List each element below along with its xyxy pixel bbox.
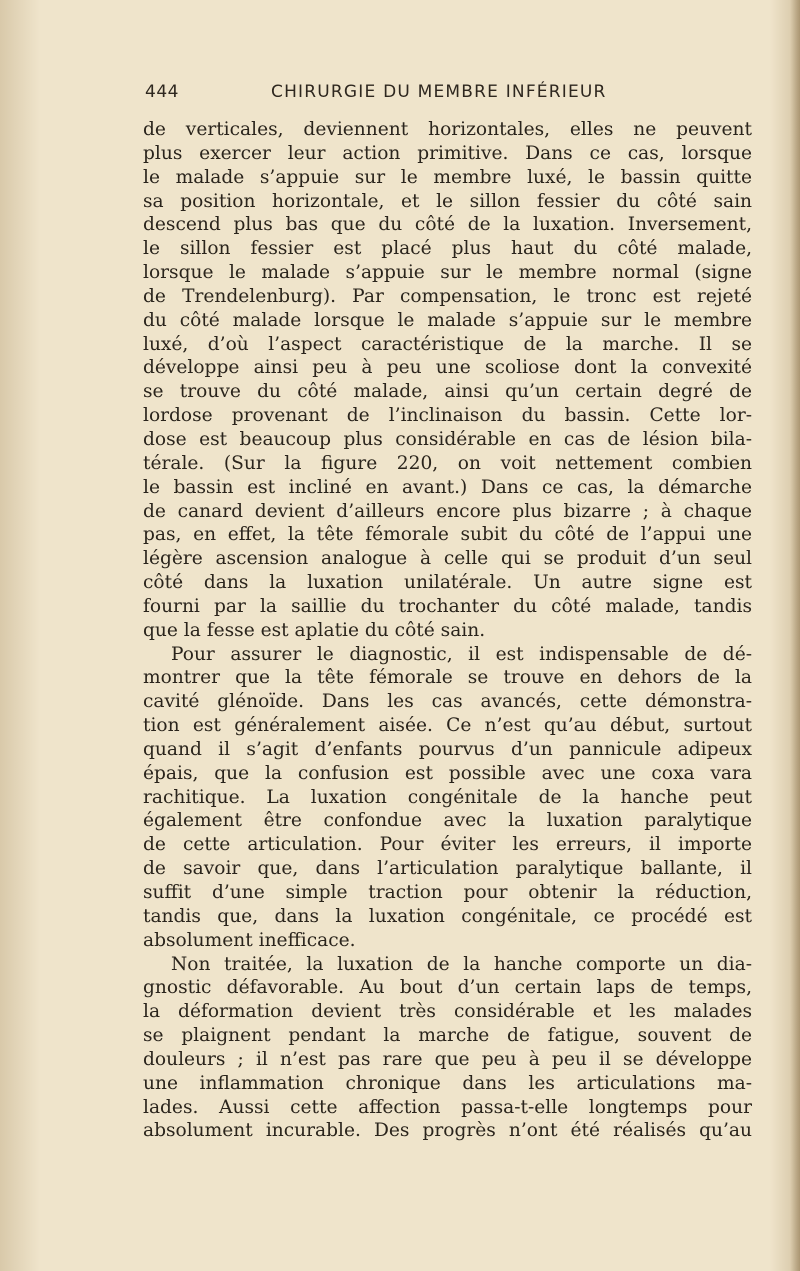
text-line: la déformation devient très considérable et les malades <box>143 1001 752 1023</box>
page-edge-shadow <box>790 0 800 1271</box>
text-line: pas, en effet, la tête fémorale subit du côté de l’appui une <box>143 524 752 546</box>
running-title: CHIRURGIE DU MEMBRE INFÉRIEUR <box>271 82 607 102</box>
text-line: de Trendelenburg). Par compensation, le tronc est rejeté <box>143 285 752 307</box>
text-line: luxé, d’où l’aspect caractéristique de la marche. Il se <box>143 333 752 355</box>
text-line: de canard devient d’ailleurs encore plus bizarre ; à chaque <box>143 500 752 522</box>
text-line: tion est généralement aisée. Ce n’est qu’au début, surtout <box>143 715 752 737</box>
text-line: de savoir que, dans l’articulation paralytique ballante, il <box>143 858 752 880</box>
text-line: Non traitée, la luxation de la hanche comporte un dia- <box>171 953 752 975</box>
page-number: 444 <box>145 82 179 102</box>
text-line: également être confondue avec la luxation paralytique <box>143 810 752 832</box>
text-line: de cette articulation. Pour éviter les erreurs, il importe <box>143 834 752 856</box>
text-line: Pour assurer le diagnostic, il est indispensable de dé- <box>171 643 752 665</box>
text-line: le malade s’appuie sur le membre luxé, le bassin quitte <box>143 166 752 188</box>
text-line: rachitique. La luxation congénitale de la hanche peut <box>143 786 752 808</box>
text-line: que la fesse est aplatie du côté sain. <box>143 619 486 641</box>
text-line: une inflammation chronique dans les articulations ma- <box>143 1072 752 1094</box>
text-line: côté dans la luxation unilatérale. Un autre signe est <box>143 572 752 594</box>
text-line: térale. (Sur la figure 220, on voit nettement combien <box>143 452 752 474</box>
text-line: cavité glénoïde. Dans les cas avancés, cette démonstra- <box>143 691 752 713</box>
text-line: absolument inefficace. <box>143 929 356 951</box>
text-line: se trouve du côté malade, ainsi qu’un certain degré de <box>143 381 752 403</box>
body-text <box>143 118 752 1143</box>
text-line: se plaignent pendant la marche de fatigue, souvent de <box>143 1025 752 1047</box>
text-line: tandis que, dans la luxation congénitale, ce procédé est <box>143 905 752 927</box>
text-line: quand il s’agit d’enfants pourvus d’un pannicule adipeux <box>143 738 752 760</box>
text-line: du côté malade lorsque le malade s’appuie sur le membre <box>143 309 752 331</box>
page-header <box>145 82 752 108</box>
text-line: sa position horizontale, et le sillon fessier du côté sain <box>143 190 752 212</box>
text-line: plus exercer leur action primitive. Dans ce cas, lorsque <box>143 142 752 164</box>
text-line: lades. Aussi cette affection passa-t-elle longtemps pour <box>143 1096 752 1118</box>
text-line: montrer que la tête fémorale se trouve en dehors de la <box>143 667 752 689</box>
text-line: développe ainsi peu à peu une scoliose dont la convexité <box>143 357 752 379</box>
text-line: lordose provenant de l’inclinaison du bassin. Cette lor- <box>143 405 752 427</box>
text-line: le sillon fessier est placé plus haut du côté malade, <box>143 238 752 260</box>
text-line: fourni par la saillie du trochanter du côté malade, tandis <box>143 595 752 617</box>
text-line: absolument incurable. Des progrès n’ont été réalisés qu’au <box>143 1120 752 1142</box>
text-line: dose est beaucoup plus considérable en cas de lésion bila- <box>143 428 752 450</box>
text-line: le bassin est incliné en avant.) Dans ce cas, la démarche <box>143 476 752 498</box>
text-line: suffit d’une simple traction pour obtenir la réduction, <box>143 882 752 903</box>
text-line: épais, que la confusion est possible avec une coxa vara <box>143 762 752 784</box>
text-line: douleurs ; il n’est pas rare que peu à peu il se développe <box>143 1048 752 1070</box>
text-line: gnostic défavorable. Au bout d’un certain laps de temps, <box>143 977 752 999</box>
text-line: légère ascension analogue à celle qui se produit d’un seul <box>143 548 752 570</box>
text-line: descend plus bas que du côté de la luxation. Inversement, <box>143 214 752 236</box>
text-line: lorsque le malade s’appuie sur le membre normal (signe <box>143 262 752 284</box>
text-line: de verticales, deviennent horizontales, elles ne peuvent <box>143 119 752 140</box>
